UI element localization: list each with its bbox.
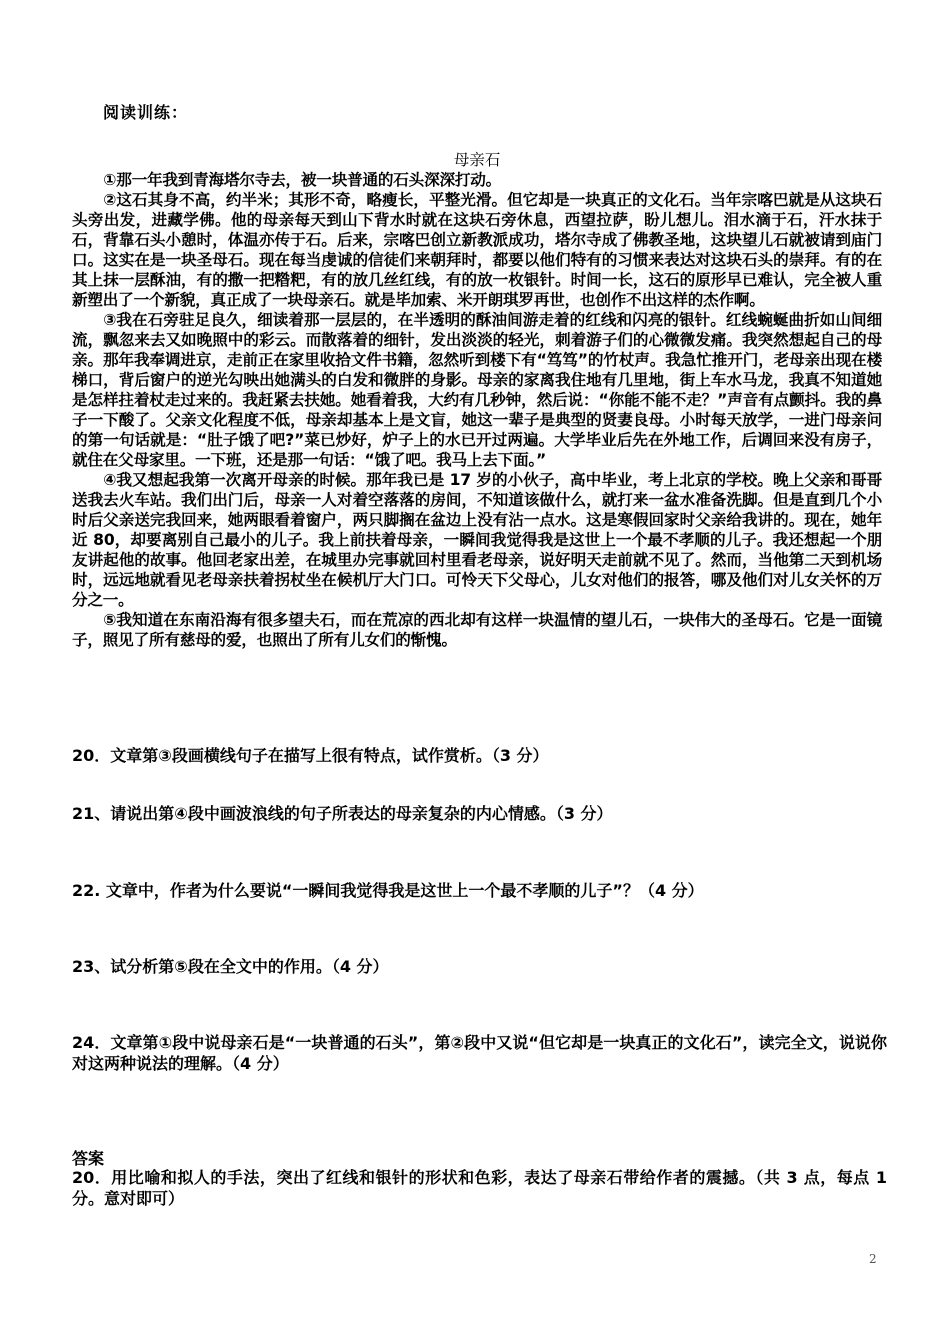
question-21: 21、请说出第④段中画波浪线的句子所表达的母亲复杂的内心情感。（3 分） — [72, 804, 613, 823]
article-paragraph-1: ①那一年我到青海塔尔寺去，被一块普通的石头深深打动。 — [103, 171, 502, 189]
answer-20: 20．用比喻和拟人的手法，突出了红线和银针的形状和色彩，表达了母亲石带给作者的震撼。（共 3 点，每点 1 分。意对即可） — [72, 1168, 887, 1208]
article-title: 母亲石 — [453, 151, 501, 169]
answers-heading: 答案 — [72, 1149, 105, 1168]
question-23: 23、试分析第⑤段在全文中的作用。（4 分） — [72, 957, 389, 976]
page-number: 2 — [869, 1252, 877, 1266]
question-24: 24．文章第①段中说母亲石是“一块普通的石头”，第②段中又说“但它却是一块真正的文化石”，读完全文，说说你对这两种说法的理解。（4 分） — [72, 1033, 887, 1073]
section-heading: 阅读训练： — [103, 103, 189, 122]
article-paragraph-5: ⑤我知道在东南沿海有很多望夫石，而在荒凉的西北却有这样一块温情的望儿石，一块伟大的圣母石。它是一面镜子，照见了所有慈母的爱，也照出了所有儿女们的惭愧。 — [72, 611, 882, 649]
article-paragraph-3: ③我在石旁驻足良久，细读着那一层层的，在半透明的酥油间游走着的红线和闪亮的银针。红线蜿蜒曲折如山间细流，飘忽来去又如晚照中的彩云。而散落着的细针，发出淡淡的轻光，刺着游子们的心微微发痛。我突然想起自己的母亲。那年我奉调进京，走前正在家里收拾文件书籍，忽然听到楼下有“笃笃”的竹杖声。我急忙推开门，老母亲出现在楼梯口，背后窗户的逆光勾映出她满头的白发和微胖的身影。母亲的家离我住地有几里地，街上车水马龙，我真不知道她是怎样拄着杖走过来的。我赶紧去扶她。她看着我，大约有几秒钟，然后说：“你能不能不走？”声音有点颤抖。我的鼻子一下酸了。父亲文化程度不低，母亲却基本上是文盲，她这一辈子是典型的贤妻良母。小时每天放学，一进门母亲问的第一句话就是：“肚子饿了吧?”菜已炒好，炉子上的水已开过两遍。大学毕业后先在外地工作，后调回来没有房子，就住在父母家里。一下班，还是那一句话：“饿了吧。我马上去下面。” — [72, 311, 882, 469]
question-20: 20．文章第③段画横线句子在描写上很有特点，试作赏析。（3 分） — [72, 746, 549, 765]
reading-article — [72, 150, 882, 650]
article-paragraph-2: ②这石其身不高，约半米；其形不奇，略瘦长，平整光滑。但它却是一块真正的文化石。当年宗喀巴就是从这块石头旁出发，进藏学佛。他的母亲每天到山下背水时就在这块石旁休息，西望拉萨，盼儿想儿。泪水滴于石，汗水抹于石，背靠石头小憩时，体温亦传于石。后来，宗喀巴创立新教派成功，塔尔寺成了佛教圣地，这块望儿石就被请到庙门口。这实在是一块圣母石。现在每当虔诚的信徒们来朝拜时，都要以他们特有的习惯来表达对这块石头的崇拜。有的在其上抹一层酥油，有的撒一把糌粑，有的放几丝红线，有的放一枚银针。时间一长，这石的原形早已难认，完全被人重新塑出了一个新貌，真正成了一块母亲石。就是毕加索、米开朗琪罗再世，也创作不出这样的杰作啊。 — [72, 191, 882, 309]
question-22: 22. 文章中，作者为什么要说“一瞬间我觉得我是这世上一个最不孝顺的儿子”？（4 分） — [72, 881, 704, 900]
article-paragraph-4: ④我又想起我第一次离开母亲的时候。那年我已是 17 岁的小伙子，高中毕业，考上北京的学校。晚上父亲和哥哥送我去火车站。我们出门后，母亲一人对着空落落的房间，不知道该做什么，就打来一盆水准备洗脚。但是直到几个小时后父亲送完我回来，她两眼看着窗户，两只脚搁在盆边上没有沾一点水。这是寒假回家时父亲给我讲的。现在，她年近 80，却要离别自己最小的儿子。我上前扶着母亲，一瞬间我觉得我是这世上一个最不孝顺的儿子。我还想起一个朋友讲起他的故事。他回老家出差，在城里办完事就回村里看老母亲，说好明天走前就不见了。然而，当他第二天到机场时，远远地就看见老母亲扶着拐杖坐在候机厅大门口。可怜天下父母心，儿女对他们的报答，哪及他们对儿女关怀的万分之一。 — [72, 471, 882, 609]
